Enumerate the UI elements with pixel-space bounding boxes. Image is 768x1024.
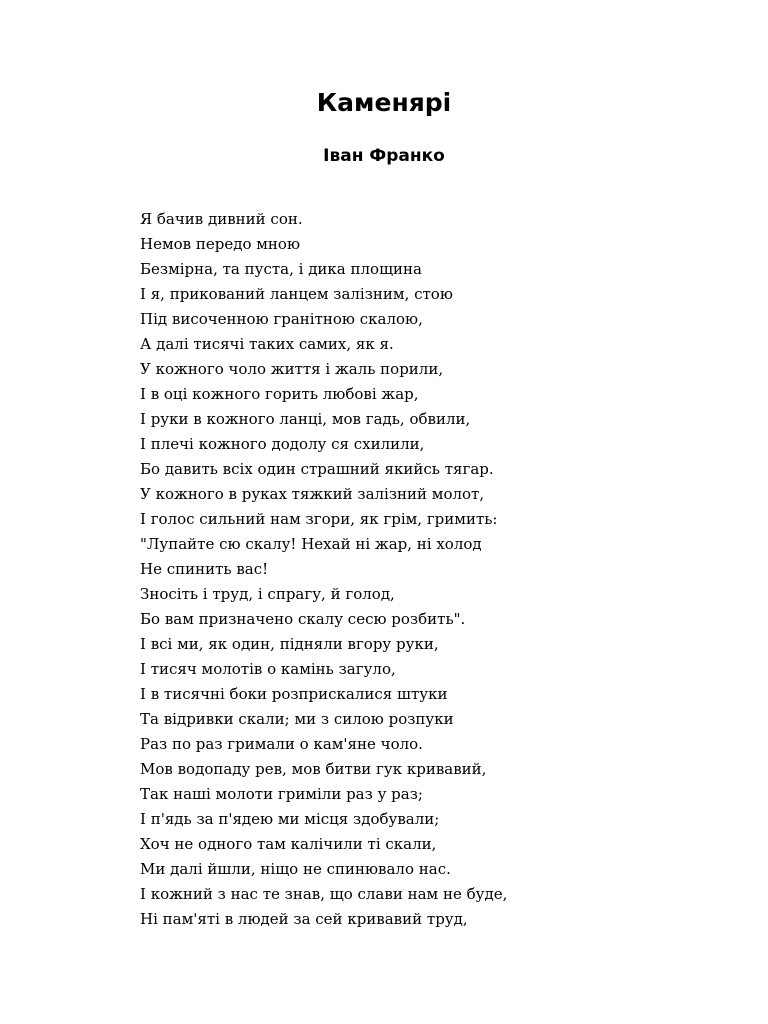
poem-line: І всі ми, як один, підняли вгору руки, xyxy=(140,635,439,653)
poem-line: Зносіть і труд, і спрагу, й голод, xyxy=(140,585,395,603)
poem-line: Під височенною гранітною скалою, xyxy=(140,310,423,328)
poem-line: Я бачив дивний сон. xyxy=(140,210,303,228)
poem-line: Хоч не одного там калічили ті скали, xyxy=(140,835,437,853)
poem-line: У кожного в руках тяжкий залізний молот, xyxy=(140,485,485,503)
poem-line: І в оці кожного горить любові жар, xyxy=(140,385,419,403)
poem-line: Мов водопаду рев, мов битви гук кривавий, xyxy=(140,760,487,778)
poem-line: Бо давить всіх один страшний якийсь тягар. xyxy=(140,460,494,478)
poem-line: І я, прикований ланцем залізним, стою xyxy=(140,285,453,303)
poem-line: І голос сильний нам згори, як грім, гримить: xyxy=(140,510,498,528)
poem-line: Немов передо мною xyxy=(140,235,301,253)
poem-line: Раз по раз гримали о кам'яне чоло. xyxy=(140,735,423,753)
poem-line: І руки в кожного ланці, мов гадь, обвили, xyxy=(140,410,471,428)
poem-line: І п'ядь за п'ядею ми місця здобували; xyxy=(140,810,440,828)
poem-line: Ні пам'яті в людей за сей кривавий труд, xyxy=(140,910,468,928)
poem-line: У кожного чоло життя і жаль порили, xyxy=(140,360,444,378)
poem-line: І кожний з нас те знав, що слави нам не буде, xyxy=(140,885,508,903)
poem-line: Бо вам призначено скалу сесю розбить". xyxy=(140,610,466,628)
poem-line: І плечі кожного додолу ся схилили, xyxy=(140,435,425,453)
poem-line: Ми далі йшли, ніщо не спинювало нас. xyxy=(140,860,451,878)
poem-line: А далі тисячі таких самих, як я. xyxy=(140,335,394,353)
poem-line: І тисяч молотів о камінь загуло, xyxy=(140,660,396,678)
poem-author: Іван Франко xyxy=(323,146,445,166)
poem-line: Не спинить вас! xyxy=(140,560,269,578)
poem-line: Та відривки скали; ми з силою розпуки xyxy=(140,710,454,728)
poem-line: "Лупайте сю скалу! Нехай ні жар, ні холод xyxy=(140,535,482,553)
poem-line: Так наші молоти гриміли раз у раз; xyxy=(140,785,423,803)
poem-body xyxy=(140,207,740,932)
poem-title: Каменярі xyxy=(316,88,452,117)
poem-line: І в тисячні боки розприскалися штуки xyxy=(140,685,448,703)
poem-line: Безмірна, та пуста, і дика площина xyxy=(140,260,422,278)
